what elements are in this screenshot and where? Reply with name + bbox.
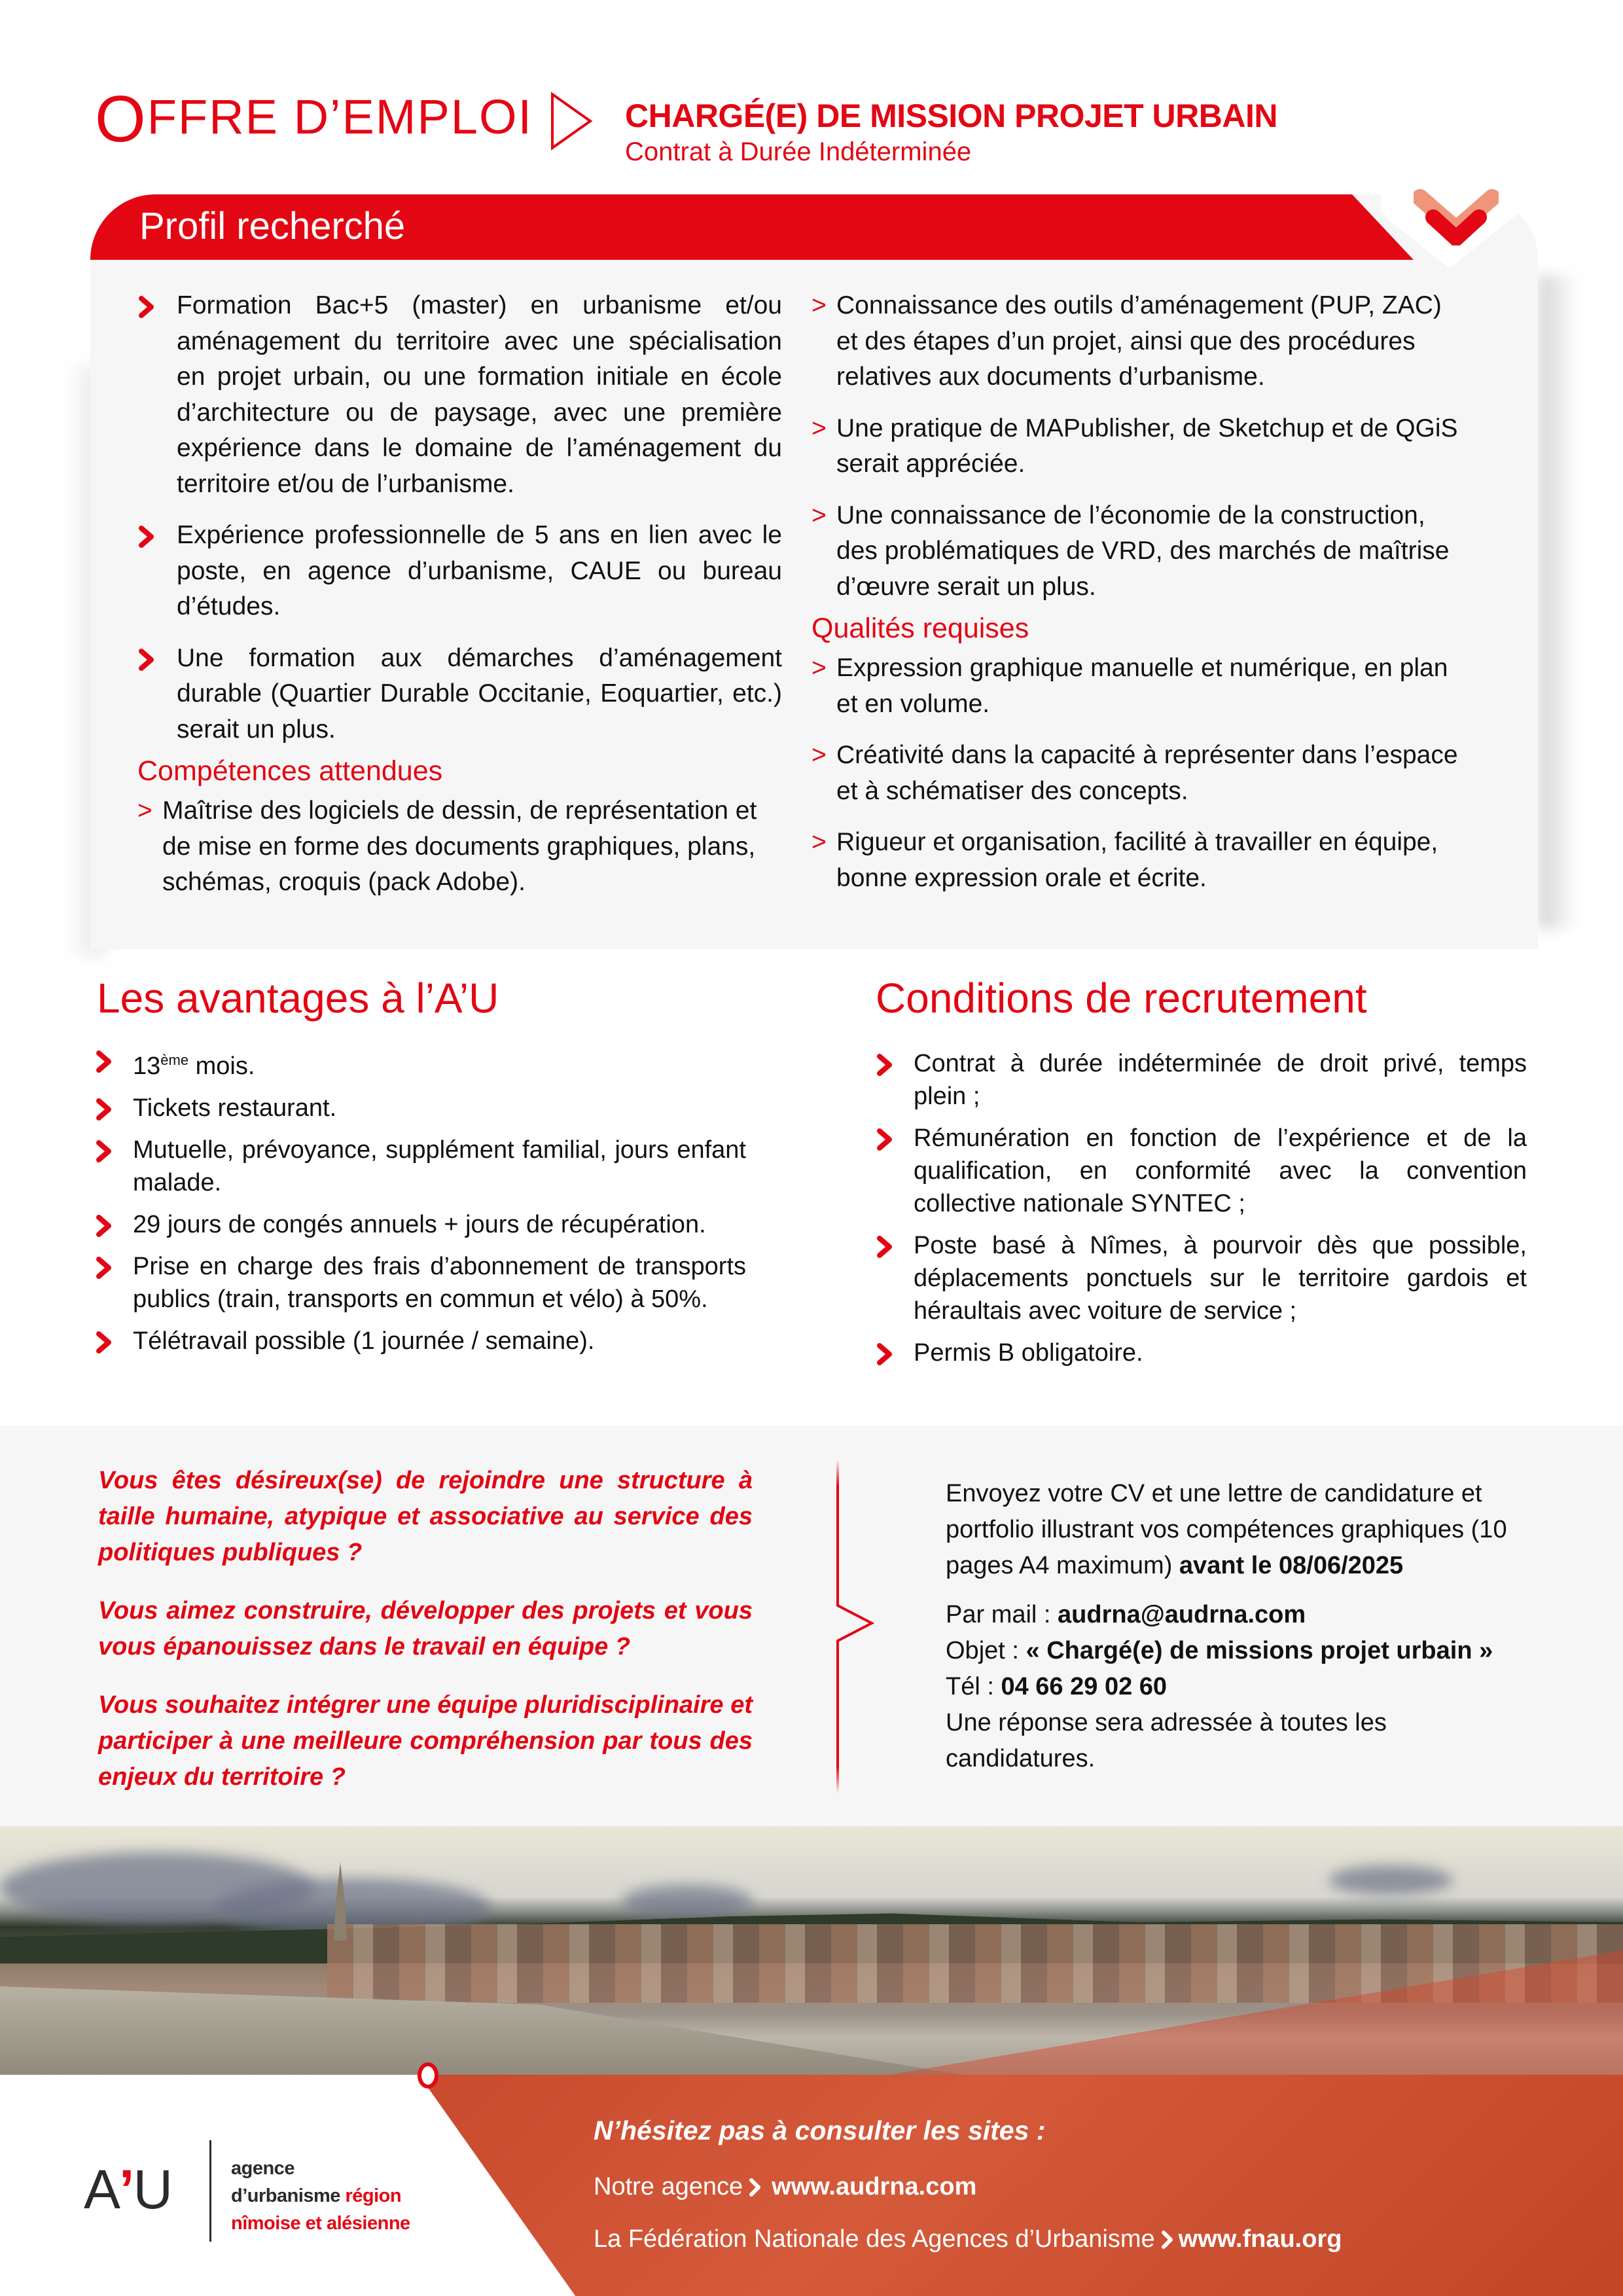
contract-type: Contrat à Durée Indéterminée [625,137,972,166]
chevron-right-icon [876,1236,894,1258]
gt-marker-icon: > [812,291,827,319]
audrna-link[interactable]: www.audrna.com [772,2173,977,2200]
chevron-right-icon [876,1054,894,1076]
au-logo: A’U [84,2159,172,2220]
profil-left-column [137,288,782,916]
profil-item: Formation Bac+5 (master) en urbanisme et/ou aménagement du territoire avec une spécialisation en projet urbain, ou une formation initiale en école d’architecture ou de paysage, avec une première expérience dans le domaine de l’aménagement du territoire et/ou de l’urbanisme. [137,288,782,502]
response-note: Une réponse sera adressée à toutes les candidatures. [946,1709,1387,1772]
offer-heading-initial: O [95,82,147,156]
chevron-right-icon [95,1140,113,1162]
condition-item: Poste basé à Nîmes, à pourvoir dès que possible, déplacements ponctuels sur le territoire gardois et héraultais avec voiture de service ; [876,1229,1527,1327]
profil-right-column [812,288,1466,912]
chevron-right-icon [876,1343,894,1365]
chevron-right-icon [95,1331,113,1354]
gt-marker-icon: > [137,797,152,825]
profil-title: Profil recherché [139,205,406,247]
conditions-heading: Conditions de recrutement [876,975,1367,1022]
chevron-right-icon [95,1257,113,1279]
question: Vous êtes désireux(se) de rejoindre une structure à taille humaine, atypique et associative au service des politiques publiques ? [98,1467,753,1566]
mail-line: Par mail : audrna@audrna.com [946,1601,1306,1628]
fnau-link[interactable]: www.fnau.org [1178,2225,1342,2253]
chevron-right-icon [95,1215,113,1237]
avantage-item: Télétravail possible (1 journée / semaine). [95,1325,746,1357]
condition-item: Rémunération en fonction de l’expérience et de la qualification, en conformité avec la convention collective nationale SYNTEC ; [876,1122,1527,1220]
competences-heading: Compétences attendues [137,755,443,787]
gt-marker-icon: > [812,654,827,682]
email-link[interactable]: audrna@audrna.com [1058,1601,1306,1628]
chevron-right-icon [95,1098,113,1121]
chevron-right-icon [137,526,156,548]
question: Vous souhaitez intégrer une équipe pluridisciplinaire et participer à une meilleure compréhension par tous des enjeux du territoire ? [98,1691,753,1791]
condition-item: Permis B obligatoire. [876,1336,1527,1369]
chevron-right-icon [137,296,156,318]
chevron-right-icon [876,1128,894,1151]
contact-info [946,1476,1535,1777]
job-title: CHARGÉ(E) DE MISSION PROJET URBAIN [625,98,1277,134]
agency-name: agence d’urbanisme région nîmoise et alésienne [231,2158,410,2234]
email-subject: « Chargé(e) de missions projet urbain » [1026,1637,1493,1664]
avantage-item: 13ème mois. [95,1044,746,1083]
offer-heading-emploi: D’EMPLOI [293,90,533,144]
profil-item: Expérience professionnelle de 5 ans en lien avec le poste, en agence d’urbanisme, CAUE ou bureau d’études. [137,518,782,625]
triangle-arrow-icon [550,92,596,151]
qualite-item: > Créativité dans la capacité à représenter dans l’espace et à schématiser des concepts. [812,738,1466,809]
profil-item: > Une pratique de MAPublisher, de Sketchup et de QGiS serait appréciée. [812,411,1466,482]
chevron-divider-icon [831,1460,883,1793]
object-line: Objet : « Chargé(e) de missions projet urbain » [946,1637,1493,1664]
qualites-heading: Qualités requises [812,613,1029,644]
avantage-item: Prise en charge des frais d’abonnement de transports publics (train, transports en commun et vélo) à 50%. [95,1250,746,1316]
profil-item: > Une connaissance de l’économie de la construction, des problématiques de VRD, des marchés de maîtrise d’œuvre serait un plus. [812,498,1466,605]
conditions-list [876,1047,1527,1378]
location-pin-icon [416,2062,440,2089]
question: Vous aimez construire, développer des projets et vous vous épanouissez dans le travail en équipe ? [98,1597,753,1660]
avantages-heading: Les avantages à l’A’U [97,975,499,1022]
profil-item: Une formation aux démarches d’aménagement durable (Quartier Durable Occitanie, Eoquartier, etc.) serait un plus. [137,641,782,748]
card-shadow-right [1538,275,1577,929]
avantage-item: Tickets restaurant. [95,1092,746,1124]
offer-heading-word: FFRE [147,90,279,144]
sites-heading: N’hésitez pas à consulter les sites : [594,2115,1046,2145]
heart-chevron-icon [1414,183,1499,245]
qualite-item: > Rigueur et organisation, facilité à travailler en équipe, bonne expression orale et écrite. [812,825,1466,896]
deadline: avant le 08/06/2025 [1179,1552,1404,1579]
qualite-item: > Expression graphique manuelle et numérique, en plan et en volume. [812,651,1466,722]
avantages-list [95,1044,746,1367]
profil-item: > Connaissance des outils d’aménagement (PUP, ZAC) et des étapes d’un projet, ainsi que des procédures relatives aux documents d’urbanisme. [812,288,1466,395]
send-instructions: Envoyez votre CV et une lettre de candidature et portfolio illustrant vos compétences graphiques (10 pages A4 maximum) avant le 08/06/2025 [946,1480,1507,1579]
logo-divider [209,2140,211,2242]
chevron-right-icon [748,2178,762,2197]
avantage-item: 29 jours de congés annuels + jours de récupération. [95,1208,746,1241]
offer-heading [95,82,533,156]
competence-item: > Maîtrise des logiciels de dessin, de représentation et de mise en forme des documents graphiques, plans, schémas, croquis (pack Adobe). [137,793,782,901]
phone-line: Tél : 04 66 29 02 60 [946,1673,1168,1700]
city-panorama-photo [0,1826,1623,2078]
chevron-right-icon [1160,2230,1175,2250]
avantage-item: Mutuelle, prévoyance, supplément familial, jours enfant malade. [95,1134,746,1199]
gt-marker-icon: > [812,741,827,769]
gt-marker-icon: > [812,501,827,529]
gt-marker-icon: > [812,414,827,442]
condition-item: Contrat à durée indéterminée de droit privé, temps plein ; [876,1047,1527,1113]
site-row-fnau: La Fédération Nationale des Agences d’Urbanisme www.fnau.org [594,2225,1342,2253]
motivation-questions [98,1463,753,1818]
chevron-right-icon [95,1050,113,1073]
phone-number[interactable]: 04 66 29 02 60 [1001,1673,1168,1700]
gt-marker-icon: > [812,828,827,856]
site-row-agency: Notre agence www.audrna.com [594,2173,977,2200]
chevron-right-icon [137,649,156,671]
